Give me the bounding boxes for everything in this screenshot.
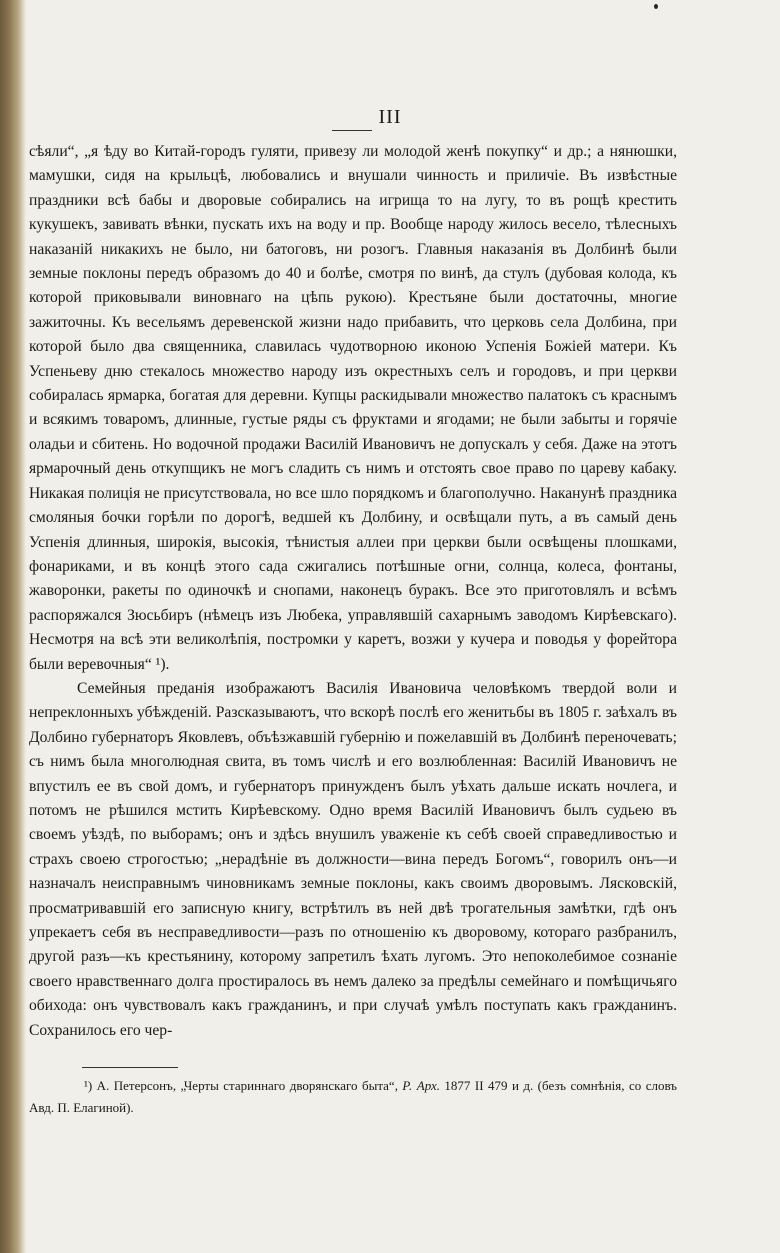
- page-number: III: [378, 106, 402, 128]
- paragraph-1: сѣяли“, „я ѣду во Китай-городъ гуляти, привезу ли молодой женѣ покупку“ и др.; а нянюшки, мамушки, сидя на крыльцѣ, любовались и внушали чинность и приличіе. Въ извѣстные праздники всѣ бабы и дворовые собирались на игрища то на лугу, то въ рощѣ крестить кукушекъ, завивать вѣнки, пускать ихъ на воду и пр. Вообще народу жилось весело, тѣлесныхъ наказаній никакихъ не было, ни батоговъ, ни розогъ. Главныя наказанія въ Долбинѣ были земные поклоны передъ образомъ до 40 и болѣе, смотря по винѣ, да стулъ (дубовая колода, къ которой приковывали виновнаго на цѣпь рукою). Крестьяне были достаточны, многие зажиточны. Къ весельямъ деревенской жизни надо прибавить, что церковь села Долбина, при которой было два священника, славилась чудотворною иконою Успенія Божіей матери. Къ Успеньеву дню стекалось множество народу изъ окрестныхъ селъ и городовъ, и при церкви собиралась ярмарка, богатая для деревни. Купцы раскидывали множество палатокъ съ краснымъ и всякимъ товаромъ, длинные, густые ряды съ фруктами и ягодами; не были забыты и горячіе оладьи и сбитень. Но водочной продажи Василій Ивановичъ не допускалъ у себя. Даже на этотъ ярмарочный день откупщикъ не могъ сладить съ нимъ и отстоять свое право по цареву кабаку. Никакая полиція не присутствовала, но все шло порядкомъ и благополучно. Наканунѣ праздника смоляныя бочки горѣли по дорогѣ, ведшей къ Долбину, и освѣщали путь, а въ самый день Успенія длинныя, широкія, высокія, тѣнистыя аллеи при церкви были освѣщены плошками, фонариками, и въ концѣ этого сада сжигались потѣшные огни, солнца, колеса, фонтаны, жаворонки, ракеты по одиночкѣ и снопами, наконецъ буракъ. Все это приготовлялъ и всѣмъ распоряжался Зюсьбиръ (нѣмецъ изъ Любека, управлявшій сахарнымъ заводомъ Кирѣевскаго). Несмотря на всѣ эти великолѣпія, постромки у каретъ, возжи у кучера и поводья у форейтора были веревочныя“ ¹).: [29, 143, 677, 673]
- footnote-rule: [82, 1067, 178, 1068]
- footnote: [29, 1075, 677, 1119]
- body-text: [29, 140, 677, 1043]
- footnote-prefix: ¹) А. Петерсонъ, „Черты стариннаго дворянскаго быта“,: [84, 1078, 403, 1093]
- footnote-journal: Р. Арх.: [402, 1078, 440, 1093]
- page-number-rule: [332, 130, 372, 131]
- paragraph-2: Семейныя преданія изображаютъ Василія Ивановича человѣкомъ твердой воли и непреклонныхъ убѣжденій. Разсказываютъ, что вскорѣ послѣ его женитьбы въ 1805 г. заѣхалъ въ Долбино губернаторъ Яковлевъ, объѣзжавшій губернію и пожелавшій въ Долбинѣ переночевать; съ нимъ была многолюдная свита, въ томъ числѣ и его возлюбленная: Василій Ивановичъ не впустилъ ее въ свой домъ, и губернаторъ принужденъ былъ уѣхать дальше искать ночлега, и потомъ не рѣшился мстить Кирѣевскому. Одно время Василій Ивановичъ былъ судьею въ своемъ уѣздѣ, по выборамъ; онъ и здѣсь внушилъ уваженіе къ себѣ своей справедливостью и страхъ своею строгостью; „нерадѣніе въ должности—вина передъ Богомъ“, говорилъ онъ—и назначалъ неисправнымъ чиновникамъ земные поклоны, какъ своимъ дворовымъ. Лясковскій, просматривавшій его записную книгу, встрѣтилъ въ ней двѣ трогательныя замѣтки, гдѣ онъ упрекаетъ себя въ несправедливости—разъ по отношенію къ дворовому, котораго разбранилъ, другой разъ—къ крестьянину, которому запретилъ ѣхать лугомъ. Это непоколебимое сознаніе своего нравственнаго долга простиралось въ немъ далеко за предѣлы семейнаго и помѣщичьяго обихода: онъ чувствовалъ какъ гражданинъ, и при случаѣ умѣлъ поступать какъ гражданинъ. Сохранилось его чер-: [29, 679, 677, 1039]
- footnote-suffix: 1877 II 479 и д. (безъ сомнѣнія, со словъ Авд. П. Елагиной).: [29, 1078, 677, 1115]
- binding-shadow: [0, 0, 26, 1253]
- ink-speck: [654, 4, 658, 9]
